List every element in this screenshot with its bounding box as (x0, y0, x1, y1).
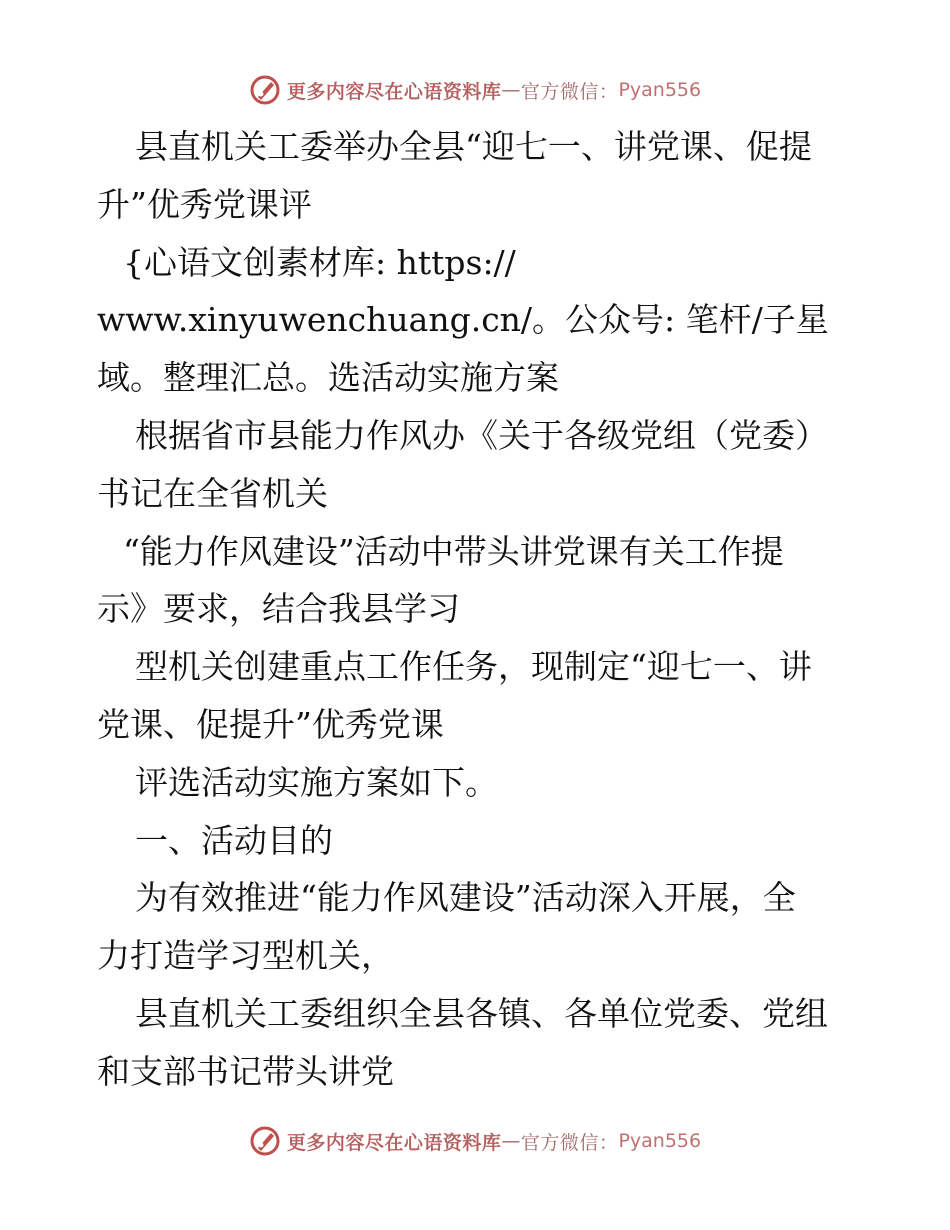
watermark-dash: — (501, 79, 521, 101)
source-note-line-2: www.xinyuwenchuang.cn/。公众号: 笔杆/子星 (97, 300, 829, 340)
paragraph-line: 和支部书记带头讲党 (97, 1051, 394, 1091)
document-title-line-2: 升”优秀党课评 (97, 184, 312, 224)
pen-logo-icon (249, 74, 281, 106)
paragraph-line: 根据省市县能力作风办《关于各级党组（党委） (135, 415, 828, 455)
watermark-sub-text: 官方微信： (520, 80, 619, 103)
paragraph-line: 书记在全省机关 (97, 473, 328, 513)
paragraph-line: 评选活动实施方案如下。 (135, 762, 498, 802)
paragraph-line: 力打造学习型机关， (97, 936, 394, 976)
footer-watermark (0, 1121, 950, 1161)
paragraph-line: 示》要求，结合我县学习 (97, 589, 460, 629)
watermark-main-text: 更多内容尽在心语资料库 (286, 1131, 502, 1154)
watermark-sub-text: 官方微信： (520, 1131, 619, 1154)
source-note-line-1: {心语文创素材库: https:// (123, 242, 516, 282)
section-heading: 一、活动目的 (135, 820, 333, 860)
paragraph-line: 为有效推进“能力作风建设”活动深入开展，全 (135, 878, 796, 918)
watermark-dash: — (501, 1130, 521, 1152)
document-body (97, 118, 857, 1101)
pen-logo-icon (249, 1125, 281, 1157)
paragraph-line: “能力作风建设”活动中带头讲党课有关工作提 (123, 531, 784, 571)
paragraph-line: 党课、促提升”优秀党课 (97, 704, 444, 744)
watermark-wechat-id: Pyan556 (618, 79, 702, 101)
paragraph-line: 县直机关工委组织全县各镇、各单位党委、党组 (135, 993, 828, 1033)
paragraph-line: 型机关创建重点工作任务，现制定“迎七一、讲 (135, 647, 812, 687)
header-watermark (0, 70, 950, 110)
source-note-line-3: 域。整理汇总。选活动实施方案 (97, 358, 559, 398)
watermark-main-text: 更多内容尽在心语资料库 (286, 80, 502, 103)
document-title-line-1: 县直机关工委举办全县“迎七一、讲党课、促提 (135, 127, 812, 166)
watermark-wechat-id: Pyan556 (618, 1130, 702, 1152)
